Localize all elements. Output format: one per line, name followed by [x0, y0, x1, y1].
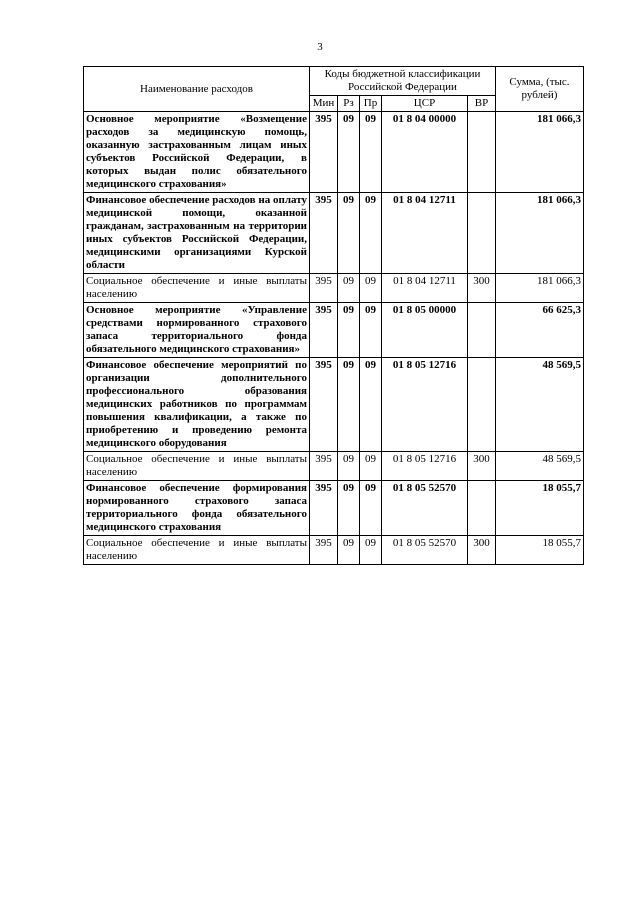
cell-sum: 181 066,3 — [496, 112, 584, 193]
cell-vr — [468, 481, 496, 536]
cell-min: 395 — [310, 193, 338, 274]
cell-sum: 48 569,5 — [496, 358, 584, 452]
cell-min: 395 — [310, 452, 338, 481]
cell-vr — [468, 112, 496, 193]
cell-rz: 09 — [338, 112, 360, 193]
cell-pr: 09 — [360, 358, 382, 452]
cell-csr: 01 8 04 00000 — [382, 112, 468, 193]
cell-min: 395 — [310, 274, 338, 303]
cell-sum: 18 055,7 — [496, 481, 584, 536]
header-rz: Рз — [338, 96, 360, 112]
cell-sum: 18 055,7 — [496, 536, 584, 565]
cell-name: Социальное обеспечение и иные выплаты населению — [84, 536, 310, 565]
cell-pr: 09 — [360, 536, 382, 565]
cell-rz: 09 — [338, 536, 360, 565]
cell-vr — [468, 358, 496, 452]
cell-rz: 09 — [338, 452, 360, 481]
cell-pr: 09 — [360, 274, 382, 303]
cell-vr — [468, 193, 496, 274]
table-row — [84, 193, 584, 274]
cell-rz: 09 — [338, 193, 360, 274]
table-row — [84, 303, 584, 358]
header-codes-group: Коды бюджетной классификации Российской Федерации — [310, 67, 496, 96]
cell-pr: 09 — [360, 112, 382, 193]
cell-name: Основное мероприятие «Возмещение расходов за медицинскую помощь, оказанную застрахованным лицам иных субъектов Российской Федерации, в которых выдан полис обязательного медицинского страхования» — [84, 112, 310, 193]
cell-sum: 181 066,3 — [496, 274, 584, 303]
cell-vr: 300 — [468, 536, 496, 565]
cell-csr: 01 8 05 52570 — [382, 481, 468, 536]
cell-rz: 09 — [338, 481, 360, 536]
cell-min: 395 — [310, 481, 338, 536]
cell-name: Социальное обеспечение и иные выплаты населению — [84, 274, 310, 303]
header-sum: Сумма, (тыс. рублей) — [496, 67, 584, 112]
budget-table — [83, 66, 584, 565]
cell-pr: 09 — [360, 481, 382, 536]
cell-min: 395 — [310, 303, 338, 358]
header-vr: ВР — [468, 96, 496, 112]
header-csr: ЦСР — [382, 96, 468, 112]
cell-name: Основное мероприятие «Управление средствами нормированного страхового запаса территориального фонда обязательного медицинского страхования» — [84, 303, 310, 358]
cell-rz: 09 — [338, 274, 360, 303]
table-row — [84, 274, 584, 303]
cell-pr: 09 — [360, 303, 382, 358]
table-body — [84, 112, 584, 565]
cell-vr — [468, 303, 496, 358]
table-row — [84, 112, 584, 193]
cell-pr: 09 — [360, 193, 382, 274]
cell-csr: 01 8 04 12711 — [382, 193, 468, 274]
table-row — [84, 481, 584, 536]
cell-sum: 66 625,3 — [496, 303, 584, 358]
header-min: Мин — [310, 96, 338, 112]
header-pr: Пр — [360, 96, 382, 112]
table-row — [84, 452, 584, 481]
cell-name: Социальное обеспечение и иные выплаты населению — [84, 452, 310, 481]
cell-csr: 01 8 05 00000 — [382, 303, 468, 358]
cell-vr: 300 — [468, 452, 496, 481]
cell-min: 395 — [310, 536, 338, 565]
header-name: Наименование расходов — [84, 67, 310, 112]
cell-rz: 09 — [338, 358, 360, 452]
cell-csr: 01 8 04 12711 — [382, 274, 468, 303]
cell-csr: 01 8 05 12716 — [382, 452, 468, 481]
cell-pr: 09 — [360, 452, 382, 481]
cell-sum: 181 066,3 — [496, 193, 584, 274]
cell-rz: 09 — [338, 303, 360, 358]
cell-min: 395 — [310, 112, 338, 193]
cell-csr: 01 8 05 12716 — [382, 358, 468, 452]
page-number: 3 — [317, 41, 323, 53]
cell-min: 395 — [310, 358, 338, 452]
cell-vr: 300 — [468, 274, 496, 303]
table-row — [84, 358, 584, 452]
cell-csr: 01 8 05 52570 — [382, 536, 468, 565]
cell-name: Финансовое обеспечение расходов на оплату медицинской помощи, оказанной гражданам, застрахованным на территории иных субъектов Российской Федерации, медицинскими организациями Курской области — [84, 193, 310, 274]
cell-sum: 48 569,5 — [496, 452, 584, 481]
table-row — [84, 536, 584, 565]
cell-name: Финансовое обеспечение формирования нормированного страхового запаса территориального фонда обязательного медицинского страхования — [84, 481, 310, 536]
cell-name: Финансовое обеспечение мероприятий по организации дополнительного профессионального образования медицинских работников по программам повышения квалификации, а также по приобретению и проведению ремонта медицинского оборудования — [84, 358, 310, 452]
